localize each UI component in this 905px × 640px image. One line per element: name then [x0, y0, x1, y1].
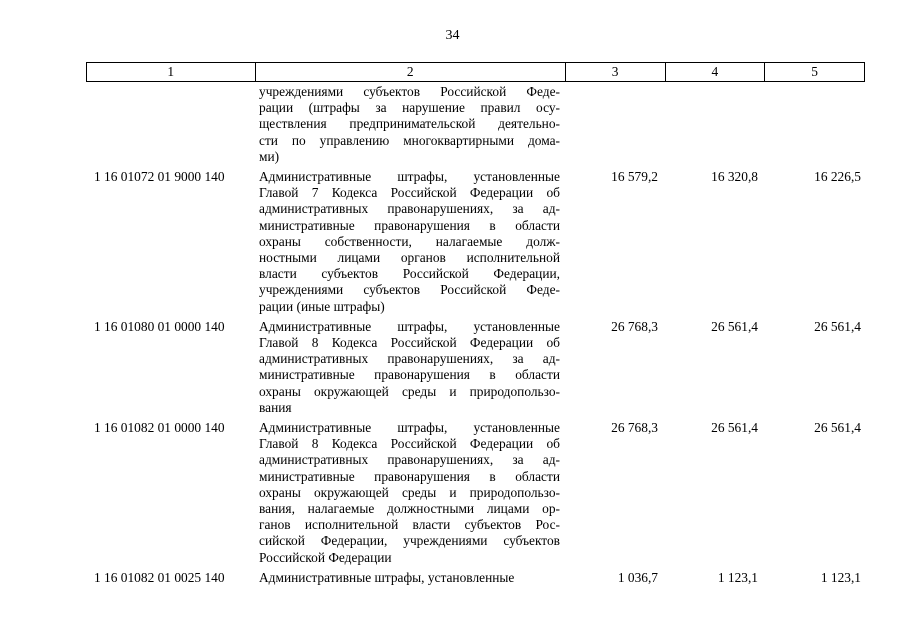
table-row	[86, 169, 865, 315]
amount-cell-col5	[766, 84, 865, 165]
amount-cell-col4: 16 320,8	[711, 169, 758, 185]
description-line: министративные правонарушения в области	[259, 468, 560, 484]
amount-cell-col5: 26 561,4	[814, 318, 861, 334]
budget-code-cell: 1 16 01072 01 9000 140	[94, 169, 225, 185]
column-header-4: 4	[666, 63, 766, 81]
description-line: Главой 8 Кодекса Российской Федерации об	[259, 436, 560, 452]
budget-code-cell: 1 16 01082 01 0025 140	[94, 569, 225, 585]
description-line: охраны собственности, налагаемые долж-	[259, 233, 560, 249]
amount-cell-col4: 26 561,4	[711, 318, 758, 334]
amount-cell-col4	[666, 84, 766, 165]
description-line: ществления предпринимательской деятельно-	[259, 116, 560, 132]
description-line: сийской Федерации, учреждениями субъектов	[259, 533, 560, 549]
amount-cell-col3	[566, 84, 666, 165]
description-cell	[255, 570, 566, 586]
description-line: рации (штрафы за нарушение правил осу-	[259, 100, 560, 116]
column-header-1: 1	[87, 63, 256, 81]
page-number: 34	[445, 28, 460, 43]
description-line: вания	[259, 399, 292, 415]
amount-cell-col3: 26 768,3	[611, 420, 658, 436]
description-cell	[255, 169, 566, 315]
description-line: охраны окружающей среды и природопользо-	[259, 484, 560, 500]
amount-cell-col3: 26 768,3	[611, 318, 658, 334]
description-cell	[255, 420, 566, 566]
description-line: ностными лицами органов исполнительной	[259, 250, 560, 266]
amount-cell-col5: 26 561,4	[814, 420, 861, 436]
budget-code-cell	[86, 84, 255, 165]
column-header-3: 3	[566, 63, 666, 81]
table-row	[86, 570, 865, 586]
description-line: Главой 8 Кодекса Российской Федерации об	[259, 335, 560, 351]
description-cell	[255, 84, 566, 165]
column-header-5: 5	[811, 64, 818, 79]
amount-cell-col3: 1 036,7	[617, 569, 658, 585]
column-header-2: 2	[256, 63, 566, 81]
description-line: Российской Федерации	[259, 549, 392, 565]
description-line: власти субъектов Российской Федерации,	[259, 266, 560, 282]
amount-cell-col4: 1 123,1	[717, 569, 758, 585]
description-line: министративные правонарушения в области	[259, 367, 560, 383]
description-line: Административные штрафы, установленные	[259, 169, 560, 185]
table-row	[86, 319, 865, 416]
budget-code-cell: 1 16 01080 01 0000 140	[94, 318, 225, 334]
amount-cell-col5: 16 226,5	[814, 169, 861, 185]
table-body	[86, 84, 865, 590]
description-line: рации (иные штрафы)	[259, 298, 385, 314]
description-line: Административные штрафы, установленные	[259, 318, 560, 334]
budget-code-cell: 1 16 01082 01 0000 140	[94, 420, 225, 436]
description-line: министративные правонарушения в области	[259, 217, 560, 233]
table-header-row	[86, 62, 865, 82]
description-line: вания, налагаемые должностными лицами ор-	[259, 501, 560, 517]
description-cell	[255, 319, 566, 416]
description-line: административных правонарушениях, за ад-	[259, 201, 560, 217]
description-line: учреждениями субъектов Российской Феде-	[259, 282, 560, 298]
description-line: охраны окружающей среды и природопользо-	[259, 383, 560, 399]
description-line: учреждениями субъектов Российской Феде-	[259, 84, 560, 99]
description-line: административных правонарушениях, за ад-	[259, 351, 560, 367]
table-row	[86, 84, 865, 165]
description-line: Административные штрафы, установленные	[259, 569, 515, 585]
description-line: Административные штрафы, установленные	[259, 420, 560, 436]
amount-cell-col3: 16 579,2	[611, 169, 658, 185]
description-line: сти по управлению многоквартирными дома-	[259, 132, 560, 148]
description-line: ганов исполнительной власти субъектов Рос-	[259, 517, 560, 533]
description-line: административных правонарушениях, за ад-	[259, 452, 560, 468]
description-line: ми)	[259, 148, 280, 164]
table-row	[86, 420, 865, 566]
amount-cell-col4: 26 561,4	[711, 420, 758, 436]
amount-cell-col5: 1 123,1	[820, 569, 861, 585]
description-line: Главой 7 Кодекса Российской Федерации об	[259, 185, 560, 201]
